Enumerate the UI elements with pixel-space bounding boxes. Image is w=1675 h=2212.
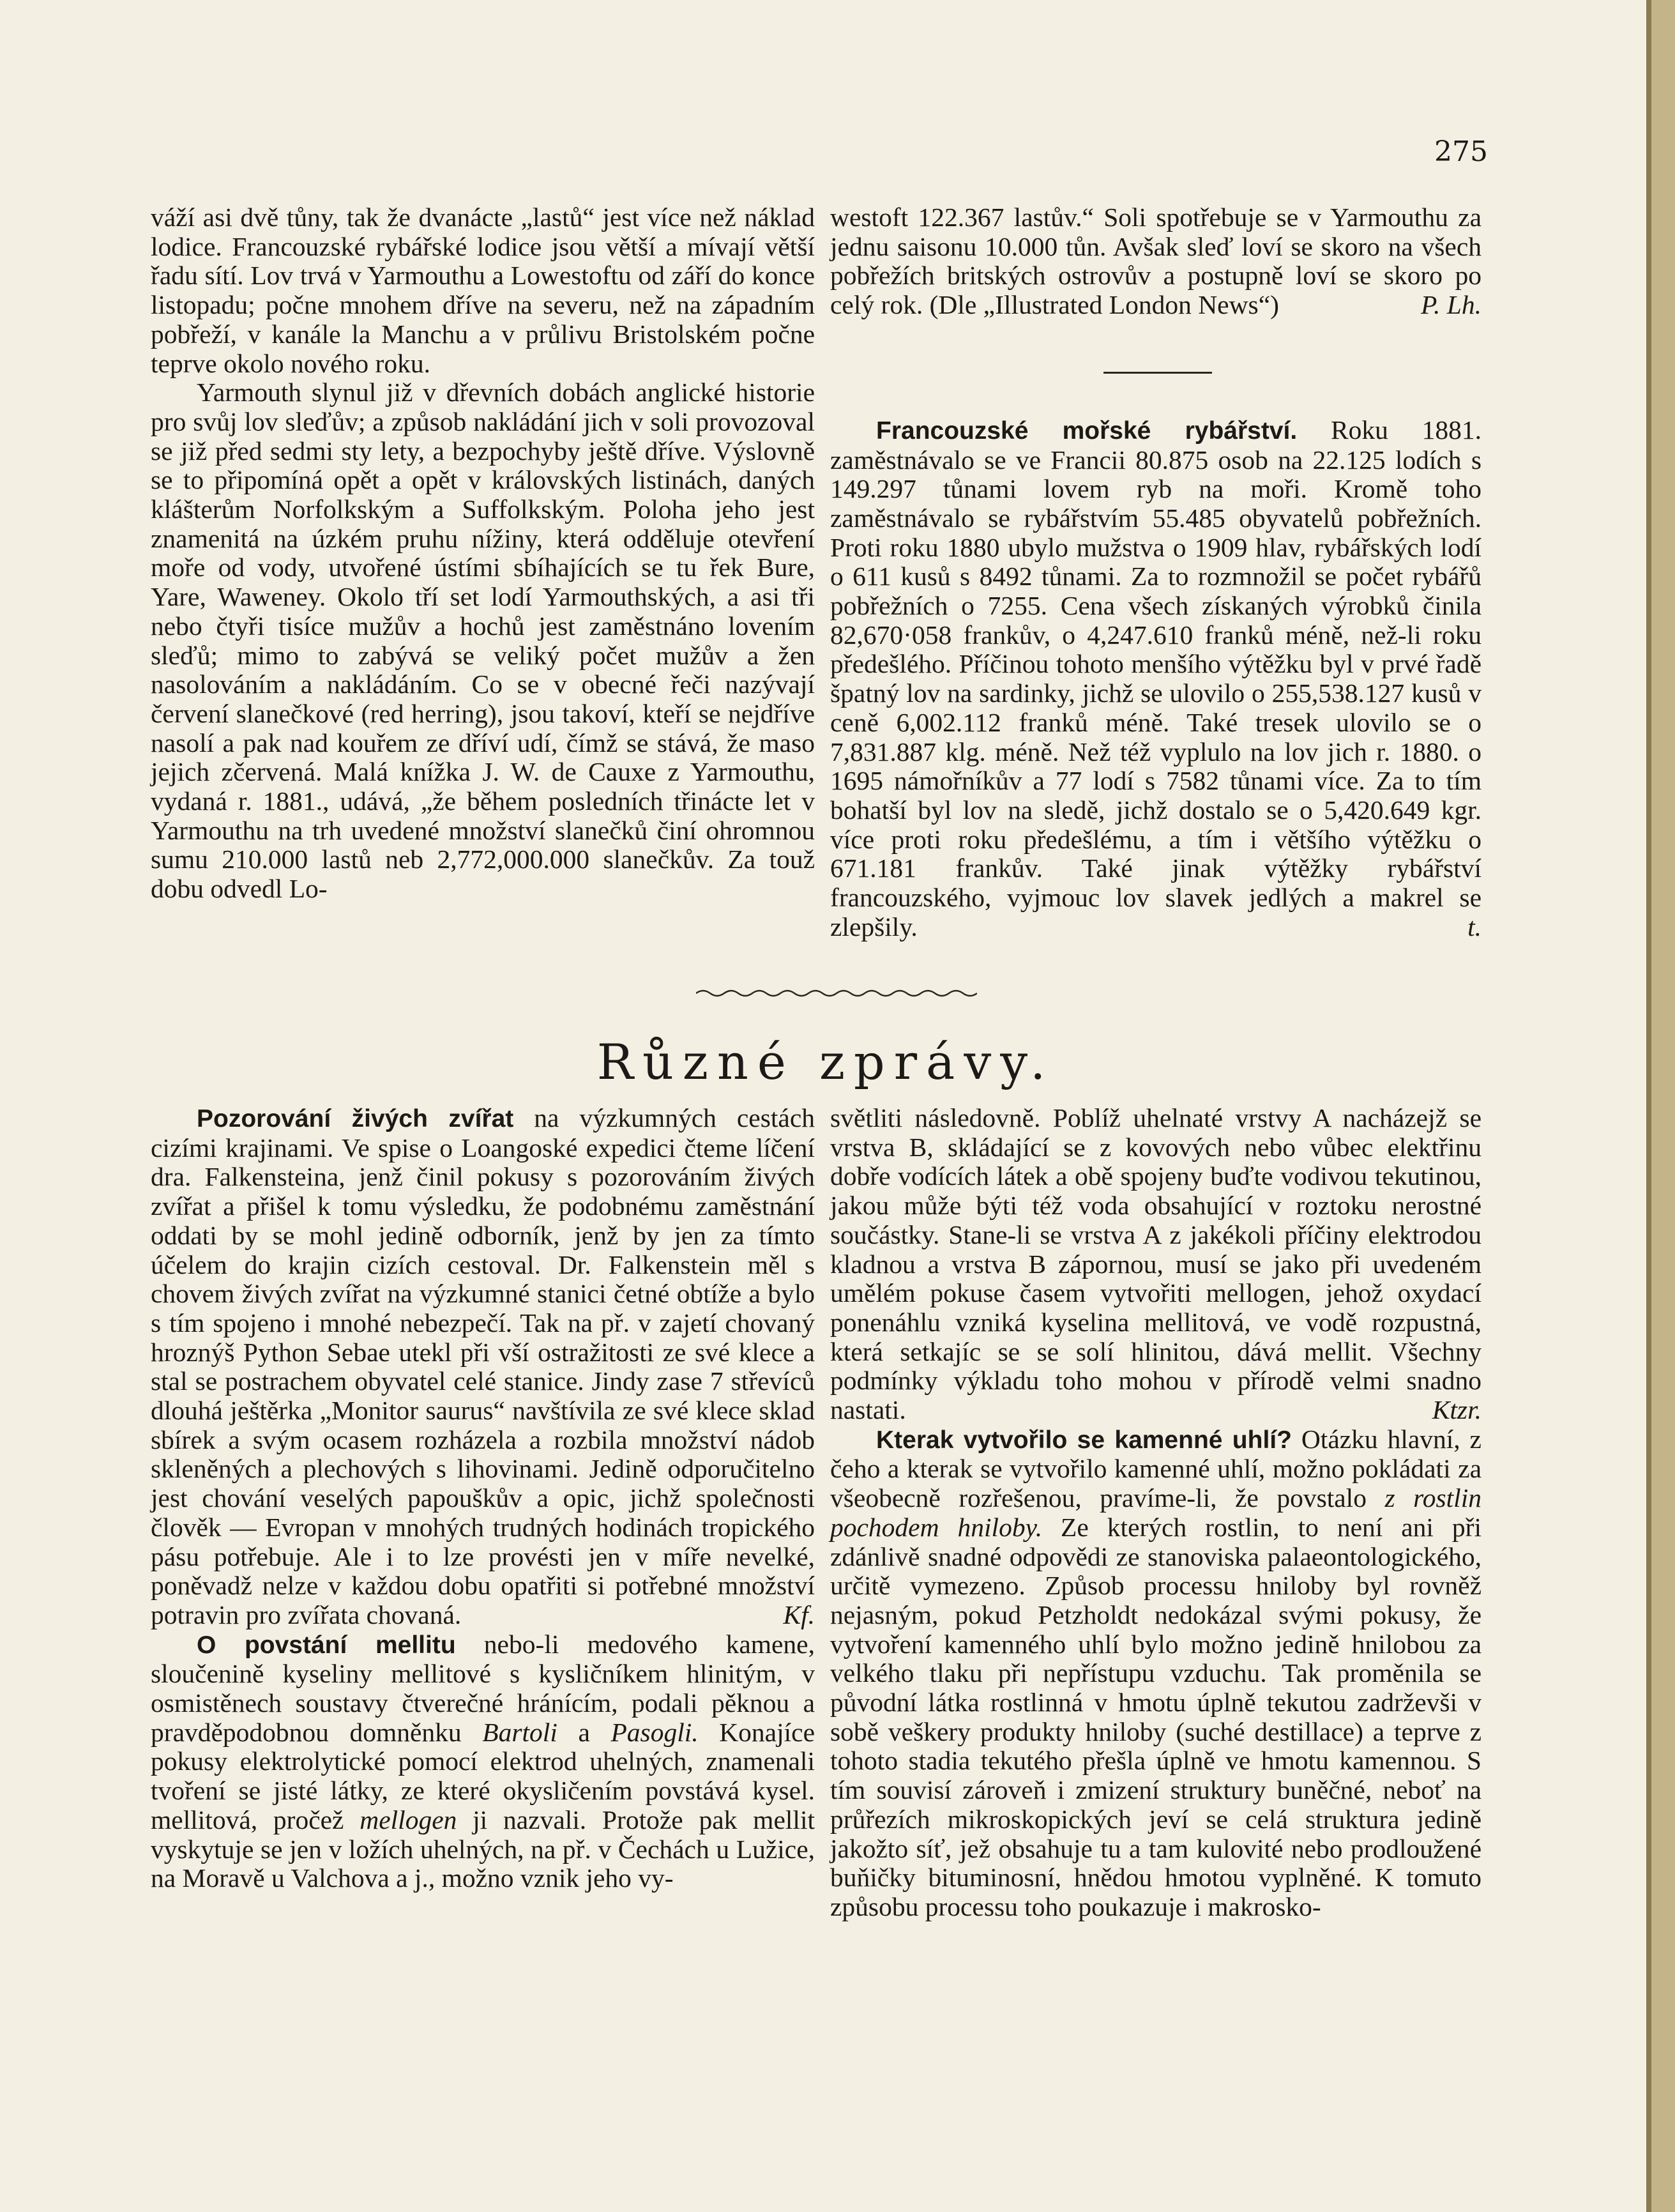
article-live-animals bbox=[151, 1104, 815, 1630]
article-coal-text-b: Ze kterých rostlin, to není ani při zdánlivě snadné odpovědi ze stanoviska palaeontologického, určitě vymezeno. Způsob processu hniloby byl rovněž nejasným, pokud Petzholdt nedokázal svými pokusy, že vytvoření kamenného uhlí bylo možno jedině hnilobou za velkého tlaku při nepřístupu vzduchu. Tak proměnila se původní látka rostlinná v hmotu úplně tekutou zadrževši v sobě veškery produkty hniloby (suché destillace) a teprve z tohoto stadia tekutého přešla úplně ve hmotu kamennou. S tím souvisí zároveň i zmizení struktury buněčné, neboť na průřezích mikroskopických jeví se celá struktura jedině jakožto síť, jež obsahuje tu a tam kulovité nebo prodloužené buňičky bituminosní, hnědou hmotou vyplněné. K tomuto způsobu processu toho poukazuje i makrosko- bbox=[830, 1512, 1482, 1921]
article-french-fishery bbox=[830, 416, 1482, 942]
article-yarmouth-p2: Yarmouth slynul již v dřevních dobách anglické historie pro svůj lov sleďův; a způsob nakládání jich v soli provozoval se již před sedmi sty lety, a bezpochyby ještě dříve. Výslovně se to připomíná opět a opět v královských listinách, daných klášterům Norfolkským a Suffolkským. Poloha jeho jest znamenitá na úzkém pruhu nížiny, která odděluje otevření moře od vody, utvořené ústími sbíhajících se tu řek Bure, Yare, Waweney. Okolo tří set lodí Yarmouthských, a asi tři nebo čtyři tisíce mužův a hochů jest zaměstnáno lovením sleďů; mimo to zabývá se veliký počet mužův a žen nasolováním a nakládáním. Co se v obecné řeči nazývají červení slanečkové (red herring), jsou takoví, kteří se nejdříve nasolí a pak nad kouřem ze dříví udí, čímž se stává, že maso jejich zčervená. Malá knížka J. W. de Cauxe z Yarmouthu, vydaná r. 1881., udává, „že během posledních třinácte let v Yarmouthu na trh uvedené množství slanečků činí ohromnou sumu 210.000 lastů neb 2,772,000.000 slanečkův. Za touž dobu odvedl Lo- bbox=[151, 378, 815, 904]
article-mellite-text-a: nebo-li medového kamene, sloučenině kyseliny mellitové s kysličníkem hlinitým, v osmistěnech soustavy čtverečné hránícím, podali pěknou a pravděpodobnou domněnku bbox=[151, 1629, 815, 1747]
page-edge bbox=[1651, 0, 1675, 2212]
name-bartoli: Bartoli bbox=[482, 1717, 557, 1747]
article-live-animals-text: na výzkumných cestách cizími krajinami. Ve spise o Loangoské expedici čteme líčení dra. Falkensteina, jenž činil pokusy s pozorováním živých zvířat a přišel k tomu výsledku, že podobnému zaměstnání oddati by se mohl jedině odborník, jenž by jen za tímto účelem do krajin cizích cestoval. Dr. Falkenstein měl s chovem živých zvířat na výzkumné stanici četné obtíže a bylo s tím spojeno i mnohé nebezpečí. Tak na př. v zajetí chovaný hroznýš Python Sebae utekl při vší ostražitosti ze své klece a stal se postrachem obyvatel celé stanice. Jindy zase 7 střevíců dlouhá ještěrka „Monitor saurus“ navštívila ze své klece sklad sbírek a svým ocasem rozházela a rozbila množství nádob skleněných a plechových s lihovinami. Jedině odporučitelno jest chování veselých papouškův a opic, jichž společnosti člověk — Evropan v mnohých trudných hodinách tropického pásu potřebuje. Ale i to lze provésti jen v míře nevelké, poněvadž nelze v každou dobu opatřiti si potřebné množství potravin pro zvířata chovaná. bbox=[151, 1103, 815, 1629]
separator-rule bbox=[1103, 372, 1212, 374]
top-left-column bbox=[151, 203, 815, 904]
article-live-animals-title: Pozorování živých zvířat bbox=[197, 1105, 514, 1133]
signature-ktzr: Ktzr. bbox=[1432, 1395, 1482, 1425]
wavy-divider bbox=[696, 987, 977, 1000]
article-french-fishery-text: Roku 1881. zaměstnávalo se ve Francii 80.875 osob na 22.125 lodích s 149.297 tůnami lovem ryb na moři. Kromě toho zaměstnávalo se rybářstvím 55.485 obyvatelů pobřežních. Proti roku 1880 ubylo mužstva o 1909 hlav, rybářských lodí o 611 kusů s 8492 tůnami. Za to rozmnožil se počet rybářů pobřežních o 7255. Cena všech získaných výrobků činila 82,670·058 frankův, o 4,247.610 franků méně, než-li roku předešlého. Příčinou tohoto menšího výtěžku byl v prvé řadě špatný lov na sardinky, jichž se ulovilo o 255,538.127 kusů v ceně 6,002.112 franků méně. Také tresek ulovilo se o 7,831.887 klg. méně. Než též vyplulo na lov jich r. 1880. o 1695 námořníkův a 77 lodí s 7582 tůnami více. Za to tím bohatší byl lov na sledě, jichž dostalo se o 5,420.649 kgr. více proti roku předešlému, a tím i většího výtěžku o 671.181 frankův. Také jinak výtěžky rybářství francouzského, vyjmouc lov slavek jedlých a makrel se zlepšily. bbox=[830, 415, 1482, 942]
top-right-column bbox=[830, 203, 1482, 942]
phrase-decay: z rostlin pochodem hniloby. bbox=[830, 1483, 1482, 1542]
bottom-left-column bbox=[151, 1104, 815, 1893]
bottom-right-column bbox=[830, 1104, 1482, 1922]
article-coal-title: Kterak vytvořilo se kamenné uhlí? bbox=[876, 1426, 1292, 1454]
article-mellite-text-c: Konajíce pokusy elektrolytické pomocí elektrod uhelných, znamenali tvoření se jisté látky, ze které okysličením povstává kysel. mellitová, pročež bbox=[151, 1717, 815, 1834]
article-yarmouth-p1: váží asi dvě tůny, tak že dvanácte „lastů“ jest více než náklad lodice. Francouzské rybářské lodice jsou větší a mívají větší řadu sítí. Lov trvá v Yarmouthu a Lowestoftu od září do konce listopadu; počne mnohem dříve na severu, než na západním pobřeží, v kanále la Manchu a v průlivu Bristolském počne teprve okolo nového roku. bbox=[151, 202, 815, 378]
name-pasogli: Pasogli. bbox=[610, 1717, 699, 1747]
signature-kf: Kf. bbox=[783, 1599, 815, 1629]
article-mellite-text-b: a bbox=[557, 1717, 611, 1747]
section-heading: Různé zprávy. bbox=[596, 1034, 1055, 1090]
article-mellite-title: O povstání mellitu bbox=[197, 1631, 456, 1659]
page-number: 275 bbox=[1434, 135, 1488, 168]
article-mellite-continuation-text: světliti následovně. Poblíž uhelnaté vrstvy A nacházejž se vrstva B, skládající se z kovových nebo vůbec elektřinu dobře vodících látek a obě spojeny buďte vodivou tekutinou, jakou může býti též voda obsahující v roztoku nerostné součástky. Stane-li se vrstva A z jakékoli příčiny elektrodou kladnou a vrstva B zápornou, musí se jako při uvedeném umělém pokuse časem vytvořiti mellogen, jehož oxydací ponenáhlu vzniká kyselina mellitová, ve vodě rozpustná, která setkajíc se se solí hlinitou, dává mellit. Všechny podmínky výkladu toho mohou v přírodě velmi snadno nastati. bbox=[830, 1103, 1482, 1425]
signature-t: t. bbox=[1467, 911, 1482, 942]
article-french-fishery-title: Francouzské mořské rybářství. bbox=[876, 416, 1298, 445]
article-yarmouth-continuation-text: westoft 122.367 lastův.“ Soli spotřebuje se v Yarmouthu za jednu saisonu 10.000 tůn. Avšak sleď loví se skoro na všech pobřežích britských ostrovův a postupně loví se skoro po celý rok. (Dle „Illustrated London News“) bbox=[830, 202, 1482, 320]
article-coal bbox=[830, 1425, 1482, 1922]
article-yarmouth-continuation bbox=[830, 203, 1482, 320]
signature-plh: P. Lh. bbox=[1421, 290, 1482, 320]
article-mellite bbox=[151, 1630, 815, 1893]
article-mellite-text-d: ji nazvali. Protože pak mellit vyskytuje se jen v ložích uhelných, na př. v Čechách u Lužice, na Moravě u Valchova a j., možno vznik jeho vy- bbox=[151, 1804, 815, 1893]
term-mellogen: mellogen bbox=[360, 1804, 457, 1834]
article-coal-text-a: Otázku hlavní, z čeho a kterak se vytvořilo kamenné uhlí, možno pokládati za všeobecně rozřešenou, pravíme-li, že povstalo bbox=[830, 1424, 1482, 1513]
article-mellite-continuation bbox=[830, 1104, 1482, 1425]
